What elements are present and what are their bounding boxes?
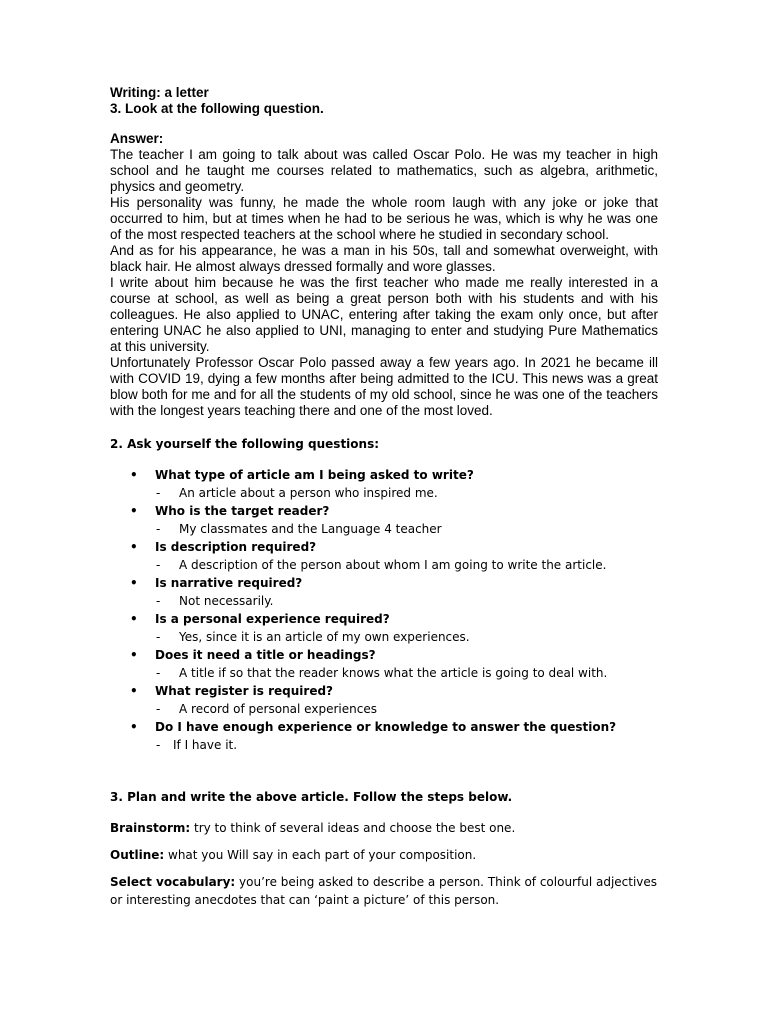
list-item: [110, 538, 670, 574]
dash-icon: -: [156, 486, 161, 500]
questions-title: 2. Ask yourself the following questions:: [110, 437, 380, 451]
question-text: Does it need a title or headings?: [155, 648, 376, 662]
dash-icon: -: [156, 594, 161, 608]
answer-text: A description of the person about whom I am going to write the article.: [179, 558, 607, 572]
list-item: [110, 466, 670, 502]
bullet-icon: •: [130, 612, 138, 626]
step-brainstorm: [110, 819, 670, 837]
step-text: you’re being asked to describe a person. Think of colourful adjectives or interesting anecdotes that can ‘paint a picture’ of this person.: [110, 875, 658, 907]
dash-icon: -: [156, 522, 161, 536]
questions-list: [110, 466, 670, 754]
step-outline: [110, 846, 670, 864]
bullet-icon: •: [130, 468, 138, 482]
step-label: Brainstorm:: [110, 821, 191, 835]
list-item: [110, 610, 670, 646]
step-label: Select vocabulary:: [110, 875, 236, 889]
question-text: Is description required?: [155, 540, 317, 554]
bullet-icon: •: [130, 648, 138, 662]
answer-text: Yes, since it is an article of my own experiences.: [179, 630, 470, 644]
letter-question: 3. Look at the following question.: [110, 101, 324, 116]
answer-paragraph: I write about him because he was the first teacher who made me really interested in a course at school, as well as being a great person both with his students and with his colleagues. He also applied to UNAC, entering after taking the exam only once, but after entering UNAC he also applied to UNI, managing to enter and studying Pure Mathematics at this university.: [110, 275, 658, 354]
dash-icon: -: [156, 630, 161, 644]
list-item: [110, 646, 670, 682]
answer-paragraph: And as for his appearance, he was a man in his 50s, tall and somewhat overweight, with black hair. He almost always dressed formally and wore glasses.: [110, 243, 658, 274]
plan-section: [110, 788, 670, 918]
plan-title: 3. Plan and write the above article. Follow the steps below.: [110, 790, 513, 804]
step-label: Outline:: [110, 848, 165, 862]
bullet-icon: •: [130, 504, 138, 518]
list-item: [110, 574, 670, 610]
questions-section: [110, 435, 670, 754]
question-text: Is narrative required?: [155, 576, 303, 590]
answer-text: My classmates and the Language 4 teacher: [179, 522, 442, 536]
answer-text: Not necessarily.: [179, 594, 274, 608]
question-text: Do I have enough experience or knowledge to answer the question?: [155, 720, 617, 734]
list-item: [110, 502, 670, 538]
answer-text: An article about a person who inspired me.: [179, 486, 438, 500]
bullet-icon: •: [130, 576, 138, 590]
answer-paragraph: The teacher I am going to talk about was called Oscar Polo. He was my teacher in high school and he taught me courses related to mathematics, such as algebra, arithmetic, physics and geometry.: [110, 147, 658, 194]
dash-icon: -: [156, 702, 161, 716]
answer-text: If I have it.: [173, 738, 238, 752]
answer-paragraph: His personality was funny, he made the whole room laugh with any joke or joke that occurred to him, but at times when he had to be serious he was, which is why he was one of the most respected teachers at the school where he studied in secondary school.: [110, 195, 658, 242]
question-text: What type of article am I being asked to write?: [155, 468, 474, 482]
answer-text: A title if so that the reader knows what the article is going to deal with.: [179, 666, 608, 680]
question-text: Is a personal experience required?: [155, 612, 390, 626]
bullet-icon: •: [130, 684, 138, 698]
answer-paragraph: Unfortunately Professor Oscar Polo passed away a few years ago. In 2021 he became ill with COVID 19, dying a few months after being admitted to the ICU. This news was a great blow both for me and for all the students of my old school, since he was one of the teachers with the longest years teaching there and one of the most loved.: [110, 355, 658, 418]
answer-heading: Answer:: [110, 131, 164, 146]
question-text: What register is required?: [155, 684, 334, 698]
dash-icon: -: [156, 738, 161, 752]
letter-title: Writing: a letter: [110, 85, 209, 100]
bullet-icon: •: [130, 720, 138, 734]
dash-icon: -: [156, 666, 161, 680]
dash-icon: -: [156, 558, 161, 572]
step-text: try to think of several ideas and choose the best one.: [190, 821, 516, 835]
question-text: Who is the target reader?: [155, 504, 330, 518]
bullet-icon: •: [130, 540, 138, 554]
list-item: [110, 718, 670, 754]
answer-text: A record of personal experiences: [179, 702, 377, 716]
step-select-vocabulary: [110, 873, 670, 909]
letter-section: [110, 85, 658, 419]
list-item: [110, 682, 670, 718]
step-text: what you Will say in each part of your composition.: [164, 848, 477, 862]
